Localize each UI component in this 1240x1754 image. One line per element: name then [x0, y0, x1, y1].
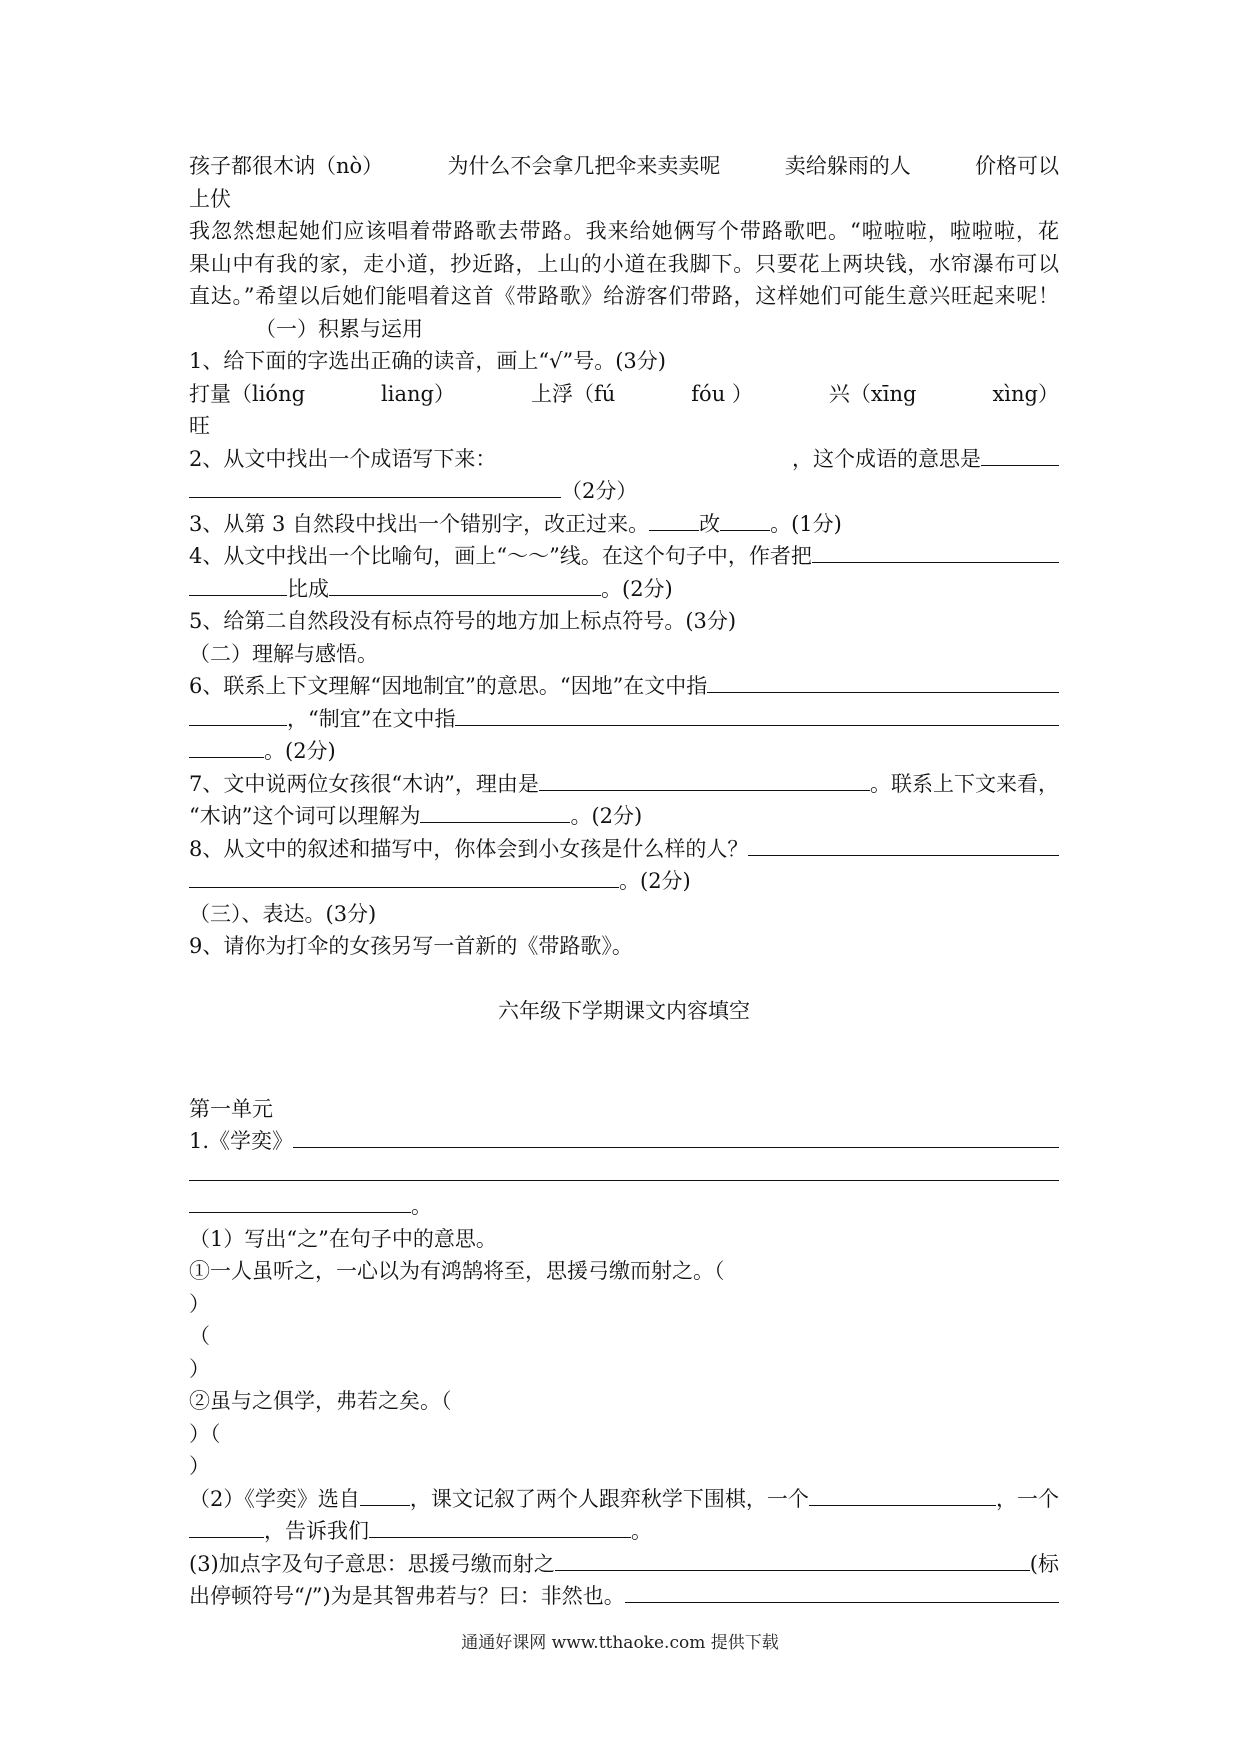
item-text: 1.《学奕》	[189, 1129, 294, 1153]
paren: ）	[189, 1454, 210, 1478]
question-text: 改	[699, 511, 721, 536]
answer-blank[interactable]	[189, 703, 287, 726]
question-text: 。(2分)	[570, 804, 643, 828]
question-text: 。联系上下文来看，	[870, 771, 1059, 796]
question-text: 。(2分)	[601, 576, 673, 601]
question-text: 8、从文中的叙述和描写中，你体会到小女孩是什么样的人？	[189, 836, 749, 861]
question-6-cont	[189, 703, 1059, 736]
section-title: （二）理解与感悟。	[189, 641, 378, 666]
answer-blank[interactable]	[625, 1580, 1059, 1603]
passage-text: 卖给躲雨的人	[784, 154, 911, 178]
option: 兴（xīng	[828, 381, 917, 406]
answer-blank[interactable]	[329, 573, 601, 596]
passage-text: 价格可以	[974, 154, 1059, 178]
item-xueyi-cont2	[189, 1190, 1059, 1223]
paren: ）（	[189, 1421, 221, 1446]
option: 旺	[189, 414, 210, 438]
question-5: 5、给第二自然段没有标点符号的地方加上标点符号。(3分)	[189, 609, 737, 633]
answer-blank[interactable]	[555, 1548, 1030, 1571]
option: 上浮（fú	[530, 381, 616, 406]
question-text: （2分）	[561, 479, 638, 503]
sub-question-3	[189, 1548, 1059, 1581]
question-text: ，课文记叙了两个人跟弈秋学下围棋，一个	[409, 1486, 809, 1511]
passage-line-3: 我忽然想起她们应该唱着带路歌去带路。我来给她俩写个带路歌吧。“啦啦啦，啦啦啦，花	[189, 219, 1059, 243]
answer-blank[interactable]	[189, 475, 561, 498]
question-text: (3)加点字及句子意思：思援弓缴而射之	[189, 1551, 555, 1576]
answer-blank[interactable]	[455, 703, 1059, 726]
question-9: 9、请你为打伞的女孩另写一首新的《带路歌》。	[189, 934, 633, 958]
question-text: 3、从第 3 自然段中找出一个错别字，改正过来。	[189, 511, 650, 536]
answer-blank[interactable]	[189, 1158, 1059, 1181]
question-7-cont	[189, 800, 1059, 833]
answer-blank[interactable]	[189, 573, 287, 596]
question-2-cont	[189, 475, 1059, 508]
sub-question-1: （1）写出“之”在句子中的意思。	[189, 1226, 497, 1251]
question-text: 6、联系上下文理解“因地制宜”的意思。“因地”在文中指	[189, 674, 708, 698]
question-text: 。	[631, 1519, 652, 1543]
passage-line-2: 上伏	[189, 186, 231, 211]
question-text: “木讷”这个词可以理解为	[189, 804, 421, 828]
paren: （	[189, 1324, 210, 1348]
answer-blank[interactable]	[420, 800, 570, 823]
item-xueyi-cont	[189, 1158, 1059, 1191]
answer-blank[interactable]	[189, 865, 619, 888]
question-text: 。(1分)	[770, 511, 842, 536]
answer-blank[interactable]	[369, 1515, 631, 1538]
passage-text: 孩子都很木讷（nò）	[189, 154, 384, 178]
question-6-cont2	[189, 735, 1059, 768]
passage-line-1	[189, 150, 1059, 183]
question-text: 7、文中说两位女孩很“木讷”，理由是	[189, 771, 539, 796]
answer-blank[interactable]	[809, 1483, 996, 1506]
question-2	[189, 443, 1059, 476]
answer-blank[interactable]	[189, 1515, 264, 1538]
question-6	[189, 670, 1059, 703]
answer-blank[interactable]	[189, 1190, 411, 1213]
question-1-options	[189, 378, 1059, 411]
answer-blank[interactable]	[720, 508, 770, 531]
sub-question-2-cont	[189, 1515, 1059, 1548]
option: fóu ）	[691, 381, 753, 406]
sub-question-1-a: ①一人虽听之，一心以为有鸿鹄将至，思援弓缴而射之。（	[189, 1259, 725, 1283]
question-text: 。(2分)	[619, 869, 691, 893]
question-text: 4、从文中找出一个比喻句，画上“～～”线。在这个句子中，作者把	[189, 544, 812, 568]
question-8	[189, 833, 1059, 866]
passage-text: 为什么不会拿几把伞来卖卖呢	[447, 154, 721, 178]
answer-blank[interactable]	[293, 1125, 1059, 1148]
unit-title: 第一单元	[189, 1096, 273, 1121]
question-text: 2、从文中找出一个成语写下来：	[189, 446, 497, 471]
question-text: ，“制宜”在文中指	[287, 706, 456, 731]
question-text: ，这个成语的意思是	[792, 446, 981, 471]
paren: ）	[189, 1356, 210, 1381]
question-4	[189, 540, 1059, 573]
option: liang）	[381, 381, 455, 406]
question-8-cont	[189, 865, 1059, 898]
answer-blank[interactable]	[649, 508, 699, 531]
item-xueyi	[189, 1125, 1059, 1158]
section-title: （三）、表达。(3分)	[189, 901, 377, 926]
answer-blank[interactable]	[812, 540, 1059, 563]
question-text: ，告诉我们	[264, 1519, 369, 1543]
question-1: 1、给下面的字选出正确的读音，画上“√”号。(3分)	[189, 349, 666, 373]
answer-blank[interactable]	[539, 768, 870, 791]
answer-blank[interactable]	[981, 443, 1059, 466]
question-text: (标	[1029, 1551, 1059, 1576]
question-4-cont	[189, 573, 1059, 606]
passage-line-4: 果山中有我的家，走小道，抄近路，上山的小道在我脚下。只要花上两块钱，水帘瀑布可以	[189, 251, 1059, 276]
option: xìng）	[992, 381, 1059, 406]
answer-blank[interactable]	[189, 735, 264, 758]
sub-question-2	[189, 1483, 1059, 1516]
document-page	[189, 150, 1059, 1613]
question-text: ，一个	[996, 1486, 1059, 1511]
question-text: （2）《学奕》选自	[189, 1486, 360, 1511]
question-text: 。(2分)	[264, 739, 336, 763]
section-title: （一）积累与运用	[255, 316, 423, 341]
question-7	[189, 768, 1059, 801]
question-3	[189, 508, 1059, 541]
question-text: 出停顿符号“/”)为是其智弗若与？曰：非然也。	[189, 1584, 625, 1608]
sub-question-3-cont	[189, 1580, 1059, 1613]
answer-blank[interactable]	[360, 1483, 410, 1506]
paren: ）	[189, 1291, 210, 1316]
sub-question-1-b: ②虽与之俱学，弗若之矣。（	[189, 1389, 452, 1413]
footer-source: 通通好课网 www.tthaoke.com 提供下载	[461, 1633, 779, 1653]
option: 打量（lióng	[189, 381, 306, 406]
item-text: 。	[411, 1194, 432, 1218]
answer-blank[interactable]	[748, 833, 1059, 856]
answer-blank[interactable]	[707, 670, 1059, 693]
question-text: 比成	[287, 576, 329, 601]
passage-line-5: 直达。”希望以后她们能唱着这首《带路歌》给游客们带路，这样她们可能生意兴旺起来呢！	[189, 284, 1059, 308]
part-heading: 六年级下学期课文内容填空	[498, 999, 750, 1023]
